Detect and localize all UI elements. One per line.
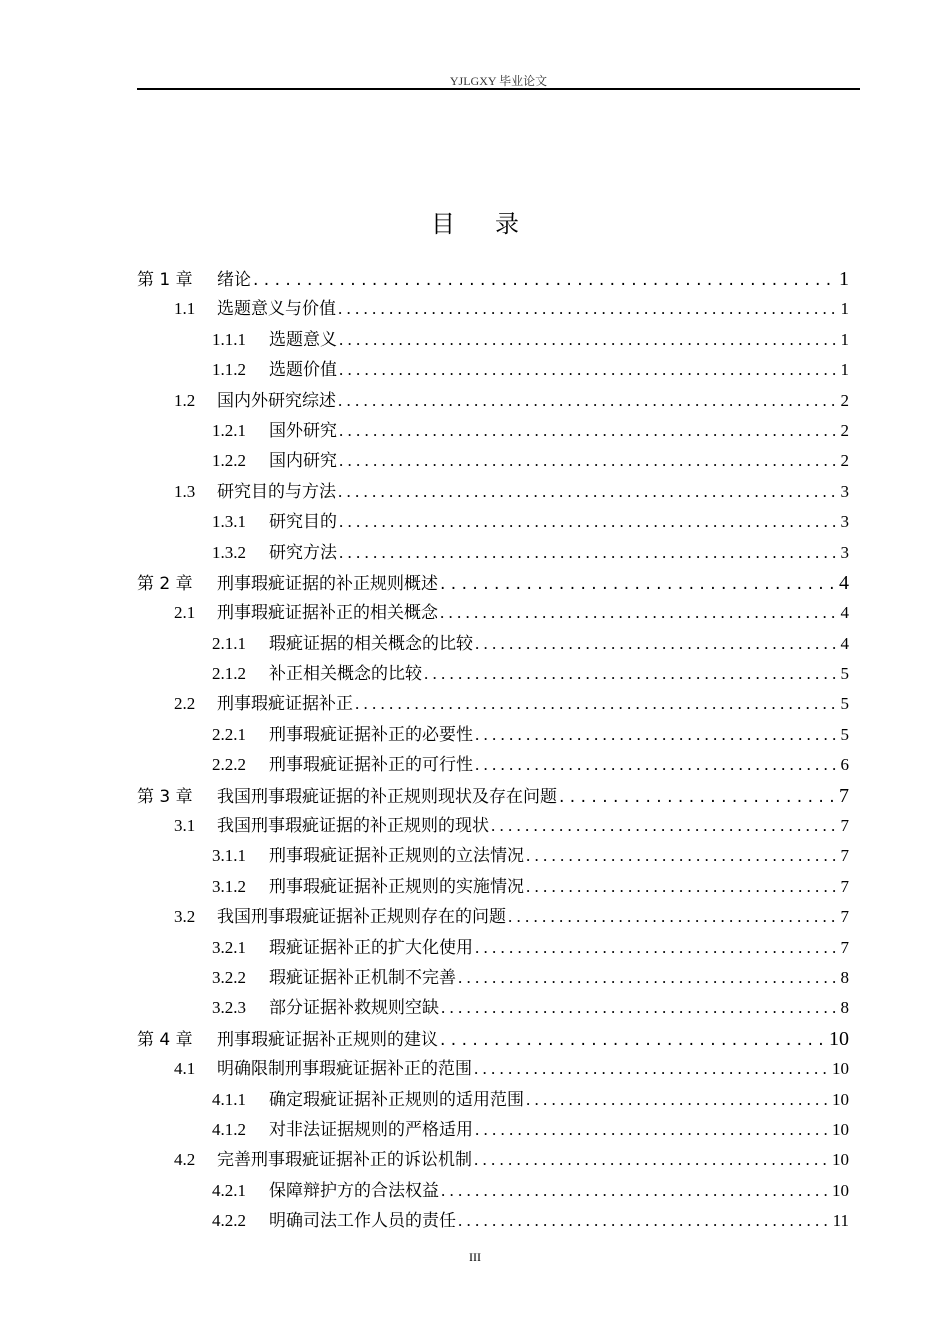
toc-entry[interactable] [137, 538, 849, 568]
toc-entry-title: 刑事瑕疵证据的补正规则概述 [217, 573, 438, 594]
toc-entry-number: 3.2 [174, 907, 196, 927]
dot-leader [338, 386, 839, 416]
running-header: YJLGXY 毕业论文 [449, 74, 548, 88]
toc-entry-page: 3 [840, 542, 849, 562]
dot-leader [355, 689, 839, 719]
toc-entry[interactable] [137, 507, 849, 537]
toc-entry-page: 10 [832, 1180, 849, 1200]
dot-leader [440, 1025, 827, 1054]
toc-entry-page: 1 [840, 360, 849, 380]
toc-entry-page: 10 [832, 1089, 849, 1109]
toc-entry-page: 3 [840, 512, 849, 532]
toc-entry-number: 4.2 [174, 1150, 196, 1170]
toc-entry-title: 选题意义 [269, 329, 337, 349]
toc-entry[interactable] [137, 659, 849, 689]
toc-entry-page: 2 [840, 420, 849, 440]
toc-entry-title: 我国刑事瑕疵证据的补正规则的现状 [217, 816, 489, 836]
toc-entry[interactable] [137, 598, 849, 628]
toc-entry-page: 2 [840, 451, 849, 471]
toc-entry-title: 瑕疵证据补正机制不完善 [269, 967, 456, 987]
toc-entry[interactable] [137, 993, 849, 1023]
toc-entry[interactable] [137, 1206, 849, 1236]
toc-entry-number: 2.2.1 [212, 724, 246, 744]
toc-entry[interactable] [137, 1054, 849, 1084]
dot-leader [339, 446, 839, 476]
dot-leader [253, 265, 837, 294]
toc-entry-title: 国外研究 [269, 420, 337, 440]
toc-entry-title: 对非法证据规则的严格适用 [269, 1119, 473, 1139]
toc-entry-number: 第 4 章 [137, 1029, 193, 1050]
toc-entry[interactable] [137, 933, 849, 963]
toc-entry-page: 1 [840, 329, 849, 349]
toc-entry-title: 确定瑕疵证据补正规则的适用范围 [269, 1089, 524, 1109]
toc-entry-number: 第 2 章 [137, 573, 193, 594]
toc-entry-title: 部分证据补救规则空缺 [269, 998, 439, 1018]
toc-entry-number: 第 3 章 [137, 786, 193, 807]
toc-entry[interactable] [137, 568, 849, 598]
toc-entry-number: 1.1 [174, 299, 196, 319]
dot-leader [508, 902, 839, 932]
toc-entry-page: 4 [840, 633, 849, 653]
toc-entry-title: 国内研究 [269, 451, 337, 471]
toc-entry-title: 明确限制刑事瑕疵证据补正的范围 [217, 1059, 472, 1079]
toc-entry-title: 我国刑事瑕疵证据补正规则存在的问题 [217, 907, 506, 927]
toc-entry[interactable] [137, 1085, 849, 1115]
toc-entry-page: 7 [840, 907, 849, 927]
table-of-contents [137, 264, 849, 1237]
toc-entry[interactable] [137, 781, 849, 811]
toc-entry-page: 1 [840, 299, 849, 319]
dot-leader [440, 569, 837, 598]
header-rule [137, 88, 860, 90]
toc-entry-number: 2.1.2 [212, 664, 246, 684]
toc-entry-title: 保障辩护方的合法权益 [269, 1180, 439, 1200]
toc-entry[interactable] [137, 689, 849, 719]
toc-entry[interactable] [137, 386, 849, 416]
toc-entry-title: 补正相关概念的比较 [269, 664, 422, 684]
dot-leader [441, 993, 839, 1023]
toc-entry-title: 刑事瑕疵证据补正规则的立法情况 [269, 846, 524, 866]
toc-entry-title: 刑事瑕疵证据补正规则的建议 [217, 1029, 438, 1050]
page-number: III [469, 1250, 481, 1264]
toc-entry-number: 1.2.2 [212, 451, 246, 471]
toc-entry-number: 1.3 [174, 481, 196, 501]
toc-entry[interactable] [137, 1024, 849, 1054]
toc-entry-title: 研究目的 [269, 512, 337, 532]
toc-entry[interactable] [137, 446, 849, 476]
toc-entry-page: 6 [840, 755, 849, 775]
toc-entry-title: 选题价值 [269, 360, 337, 380]
toc-entry-page: 7 [840, 937, 849, 957]
toc-entry-number: 4.2.1 [212, 1180, 246, 1200]
toc-entry-title: 选题意义与价值 [217, 299, 336, 319]
toc-entry-number: 2.2.2 [212, 755, 246, 775]
toc-entry-title: 刑事瑕疵证据补正规则的实施情况 [269, 876, 524, 896]
dot-leader [338, 477, 839, 507]
toc-entry-number: 1.2 [174, 390, 196, 410]
toc-entry-title: 瑕疵证据补正的扩大化使用 [269, 937, 473, 957]
toc-entry[interactable] [137, 416, 849, 446]
toc-entry-title: 刑事瑕疵证据补正的相关概念 [217, 603, 438, 623]
dot-leader [424, 659, 839, 689]
toc-entry-number: 3.1.1 [212, 846, 246, 866]
dot-leader [440, 598, 839, 628]
dot-leader [339, 538, 839, 568]
toc-entry-title: 研究目的与方法 [217, 481, 336, 501]
toc-entry-page: 3 [840, 481, 849, 501]
toc-entry[interactable] [137, 355, 849, 385]
toc-entry-page: 7 [840, 876, 849, 896]
toc-entry-page: 4 [839, 571, 849, 594]
toc-entry[interactable] [137, 720, 849, 750]
toc-entry-page: 2 [840, 390, 849, 410]
toc-entry-page: 10 [829, 1027, 849, 1050]
toc-entry-number: 3.2.3 [212, 998, 246, 1018]
dot-leader [475, 750, 839, 780]
dot-leader [526, 872, 839, 902]
toc-entry-number: 3.1 [174, 816, 196, 836]
toc-entry-title: 明确司法工作人员的责任 [269, 1211, 456, 1231]
dot-leader [339, 416, 839, 446]
dot-leader [559, 782, 837, 811]
toc-entry-title: 瑕疵证据的相关概念的比较 [269, 633, 473, 653]
toc-entry-page: 7 [840, 816, 849, 836]
toc-entry-page: 8 [840, 967, 849, 987]
toc-entry-page: 8 [840, 998, 849, 1018]
dot-leader [339, 355, 839, 385]
toc-entry-title: 绪论 [217, 270, 251, 290]
dot-leader [475, 1115, 830, 1145]
toc-entry[interactable] [137, 872, 849, 902]
toc-entry[interactable] [137, 1176, 849, 1206]
toc-entry-title: 完善刑事瑕疵证据补正的诉讼机制 [217, 1150, 472, 1170]
toc-entry-number: 2.2 [174, 694, 196, 714]
toc-title: 目录 [431, 210, 559, 238]
dot-leader [441, 1176, 830, 1206]
toc-entry-title: 我国刑事瑕疵证据的补正规则现状及存在问题 [217, 786, 557, 807]
toc-entry-number: 1.3.2 [212, 542, 246, 562]
dot-leader [526, 1085, 830, 1115]
toc-entry-page: 7 [839, 784, 849, 807]
toc-entry-page: 4 [840, 603, 849, 623]
toc-entry-title: 刑事瑕疵证据补正 [217, 694, 353, 714]
toc-entry[interactable] [137, 811, 849, 841]
toc-entry-page: 5 [840, 664, 849, 684]
toc-entry-page: 10 [832, 1059, 849, 1079]
toc-entry-number: 4.2.2 [212, 1211, 246, 1231]
dot-leader [339, 325, 839, 355]
toc-entry-page: 11 [832, 1211, 849, 1231]
dot-leader [458, 963, 839, 993]
toc-entry[interactable] [137, 841, 849, 871]
toc-entry-number: 3.1.2 [212, 876, 246, 896]
toc-entry-number: 第 1 章 [137, 270, 193, 290]
toc-entry[interactable] [137, 294, 849, 324]
dot-leader [474, 1145, 830, 1175]
toc-entry-number: 1.1.1 [212, 329, 246, 349]
toc-entry[interactable] [137, 325, 849, 355]
toc-entry-number: 3.2.1 [212, 937, 246, 957]
dot-leader [475, 720, 839, 750]
dot-leader [458, 1206, 831, 1236]
toc-entry-number: 2.1.1 [212, 633, 246, 653]
toc-entry-number: 2.1 [174, 603, 196, 623]
toc-entry-number: 4.1.1 [212, 1089, 246, 1109]
toc-entry[interactable] [137, 264, 849, 294]
toc-entry-title: 刑事瑕疵证据补正的必要性 [269, 724, 473, 744]
toc-entry-page: 5 [840, 694, 849, 714]
toc-entry[interactable] [137, 1115, 849, 1145]
toc-entry-title: 刑事瑕疵证据补正的可行性 [269, 755, 473, 775]
toc-entry[interactable] [137, 1145, 849, 1175]
toc-entry-number: 1.3.1 [212, 512, 246, 532]
dot-leader [526, 841, 839, 871]
toc-entry-number: 3.2.2 [212, 967, 246, 987]
toc-entry-number: 1.1.2 [212, 360, 246, 380]
dot-leader [474, 1054, 830, 1084]
dot-leader [475, 629, 839, 659]
toc-entry-page: 7 [840, 846, 849, 866]
toc-entry-page: 10 [832, 1150, 849, 1170]
toc-entry-number: 4.1 [174, 1059, 196, 1079]
toc-entry-number: 1.2.1 [212, 420, 246, 440]
toc-entry-title: 研究方法 [269, 542, 337, 562]
toc-entry-page: 1 [839, 268, 849, 290]
dot-leader [491, 811, 839, 841]
dot-leader [338, 294, 839, 324]
toc-entry[interactable] [137, 477, 849, 507]
toc-entry[interactable] [137, 750, 849, 780]
toc-entry-title: 国内外研究综述 [217, 390, 336, 410]
toc-entry[interactable] [137, 629, 849, 659]
toc-entry[interactable] [137, 902, 849, 932]
toc-entry-page: 5 [840, 724, 849, 744]
dot-leader [339, 507, 839, 537]
dot-leader [475, 933, 839, 963]
toc-entry-number: 4.1.2 [212, 1119, 246, 1139]
toc-entry[interactable] [137, 963, 849, 993]
toc-entry-page: 10 [832, 1119, 849, 1139]
